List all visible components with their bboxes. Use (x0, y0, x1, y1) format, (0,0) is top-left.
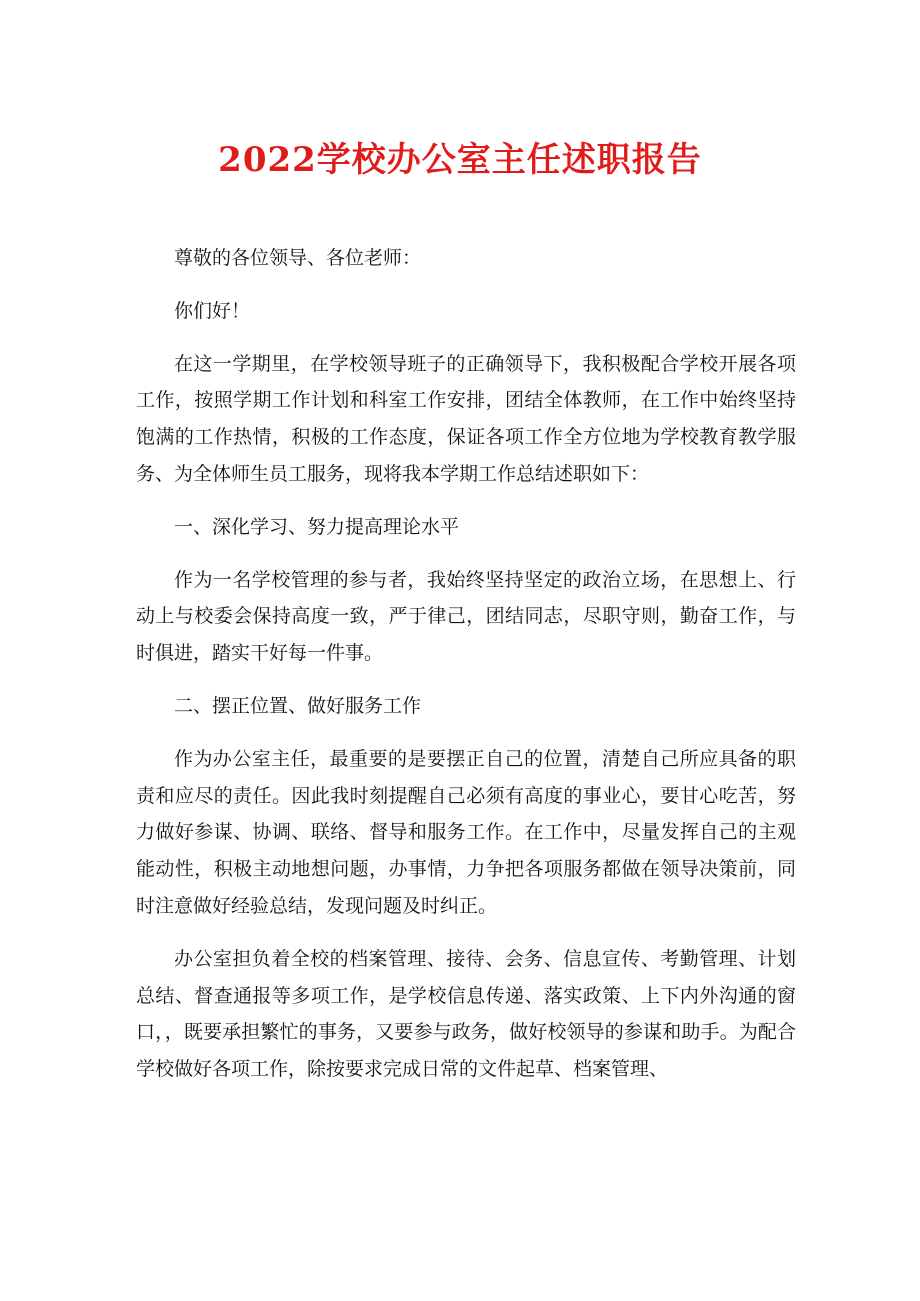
greeting: 你们好！ (174, 299, 251, 322)
section-2-paragraph-2: 办公室担负着全校的档案管理、接待、会务、信息宣传、考勤管理、计划总结、督查通报等多项工作，是学校信息传递、落实政策、上下内外沟通的窗口，，既要承担繁忙的事务，又要参与政务，做好校领导的参谋和助手。为配合学校做好各项工作，除按要求完成日常的文件起草、档案管理、 (136, 947, 796, 1081)
section-2-paragraph-1: 作为办公室主任，最重要的是要摆正自己的位置，清楚自己所应具备的职责和应尽的责任。因此我时刻提醒自己必须有高度的事业心，要甘心吃苦，努力做好参谋、协调、联络、督导和服务工作。在工作中，尽量发挥自己的主观能动性，积极主动地想问题，办事情，力争把各项服务都做在领导决策前，同时注意做好经验总结，发现问题及时纠正。 (136, 747, 796, 917)
intro-paragraph: 在这一学期里，在学校领导班子的正确领导下，我积极配合学校开展各项工作，按照学期工作计划和科室工作安排，团结全体教师，在工作中始终坚持饱满的工作热情，积极的工作态度，保证各项工作全方位地为学校教育教学服务、为全体师生员工服务，现将我本学期工作总结述职如下： (136, 352, 796, 485)
salutation: 尊敬的各位领导、各位老师： (174, 247, 422, 269)
document-title: 2022学校办公室主任述职报告 (218, 140, 702, 180)
section-heading-2: 二、摆正位置、做好服务工作 (174, 694, 422, 717)
section-1-paragraph: 作为一名学校管理的参与者，我始终坚持坚定的政治立场，在思想上、行动上与校委会保持高度一致，严于律己，团结同志，尽职守则，勤奋工作，与时俱进，踏实干好每一件事。 (136, 568, 796, 665)
section-heading-1: 一、深化学习、努力提高理论水平 (174, 515, 460, 538)
document-body (136, 240, 796, 1088)
